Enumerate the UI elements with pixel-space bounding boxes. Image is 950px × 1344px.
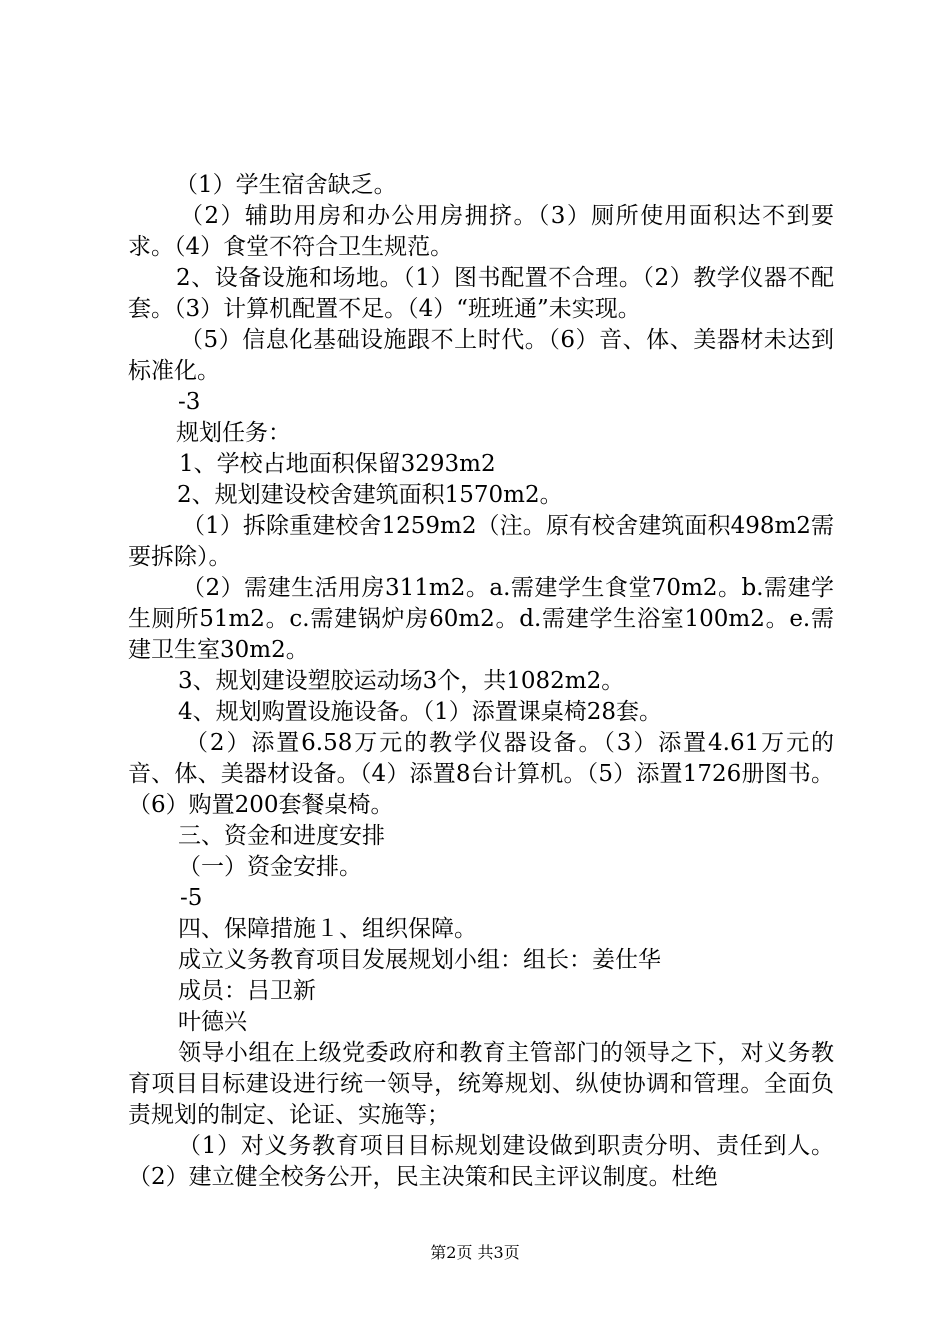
paragraph: 1、学校占地面积保留3293m2 [179,451,496,477]
paragraph: （2）辅助用房和办公用房拥挤。（3）厕所使用面积达不到要求。（4）食堂不符合卫生规范。 [128,203,834,260]
paragraph: -3 [178,389,201,415]
paragraph: 成立义务教育项目发展规划小组：组长：姜仕华 [178,947,661,973]
paragraph: 成员：吕卫新 [178,978,316,1004]
section-heading: 三、资金和进度安排 [178,823,385,849]
paragraph: （1）拆除重建校舍1259m2（注。原有校舍建筑面积498m2需要拆除）。 [128,513,834,570]
paragraph: （1）对义务教育项目目标规划建设做到职责分明、责任到人。（2）建立健全校务公开，民主决策和民主评议制度。杜绝 [128,1133,834,1190]
page-indicator: 第2页 共3页 [430,1243,520,1262]
paragraph: （2）需建生活用房311m2。a.需建学生食堂70m2。b.需建学生厕所51m2。c.需建锅炉房60m2。d.需建学生浴室100m2。e.需建卫生室30m2。 [128,575,834,663]
section-heading: 四、保障措施１、组织保障。 [178,916,477,942]
subsection-heading: （一）资金安排。 [178,854,362,880]
paragraph: 3、规划建设塑胶运动场3个，共1082m2。 [178,668,625,694]
paragraph: （2）添置6.58万元的教学仪器设备。（3）添置4.61万元的音、体、美器材设备。（4）添置8台计算机。（5）添置1726册图书。（6）购置200套餐桌椅。 [128,730,834,818]
paragraph: （1）学生宿舍缺乏。 [175,172,397,198]
paragraph: 叶德兴 [178,1009,247,1035]
paragraph: -5 [180,885,203,911]
paragraph: 2、规划建设校舍建筑面积1570m2。 [177,482,563,508]
paragraph: 领导小组在上级党委政府和教育主管部门的领导之下，对义务教育项目目标建设进行统一领导，统筹规划、纵使协调和管理。全面负责规划的制定、论证、实施等； [128,1040,834,1128]
paragraph: （5）信息化基础设施跟不上时代。（6）音、体、美器材未达到标准化。 [128,327,834,384]
document-body [128,170,834,1193]
section-heading: 规划任务： [176,420,291,446]
paragraph: 2、设备设施和场地。（1）图书配置不合理。（2）教学仪器不配套。（3）计算机配置不足。（4）“班班通”未实现。 [128,265,834,322]
paragraph: 4、规划购置设施设备。（1）添置课桌椅28套。 [178,699,663,725]
